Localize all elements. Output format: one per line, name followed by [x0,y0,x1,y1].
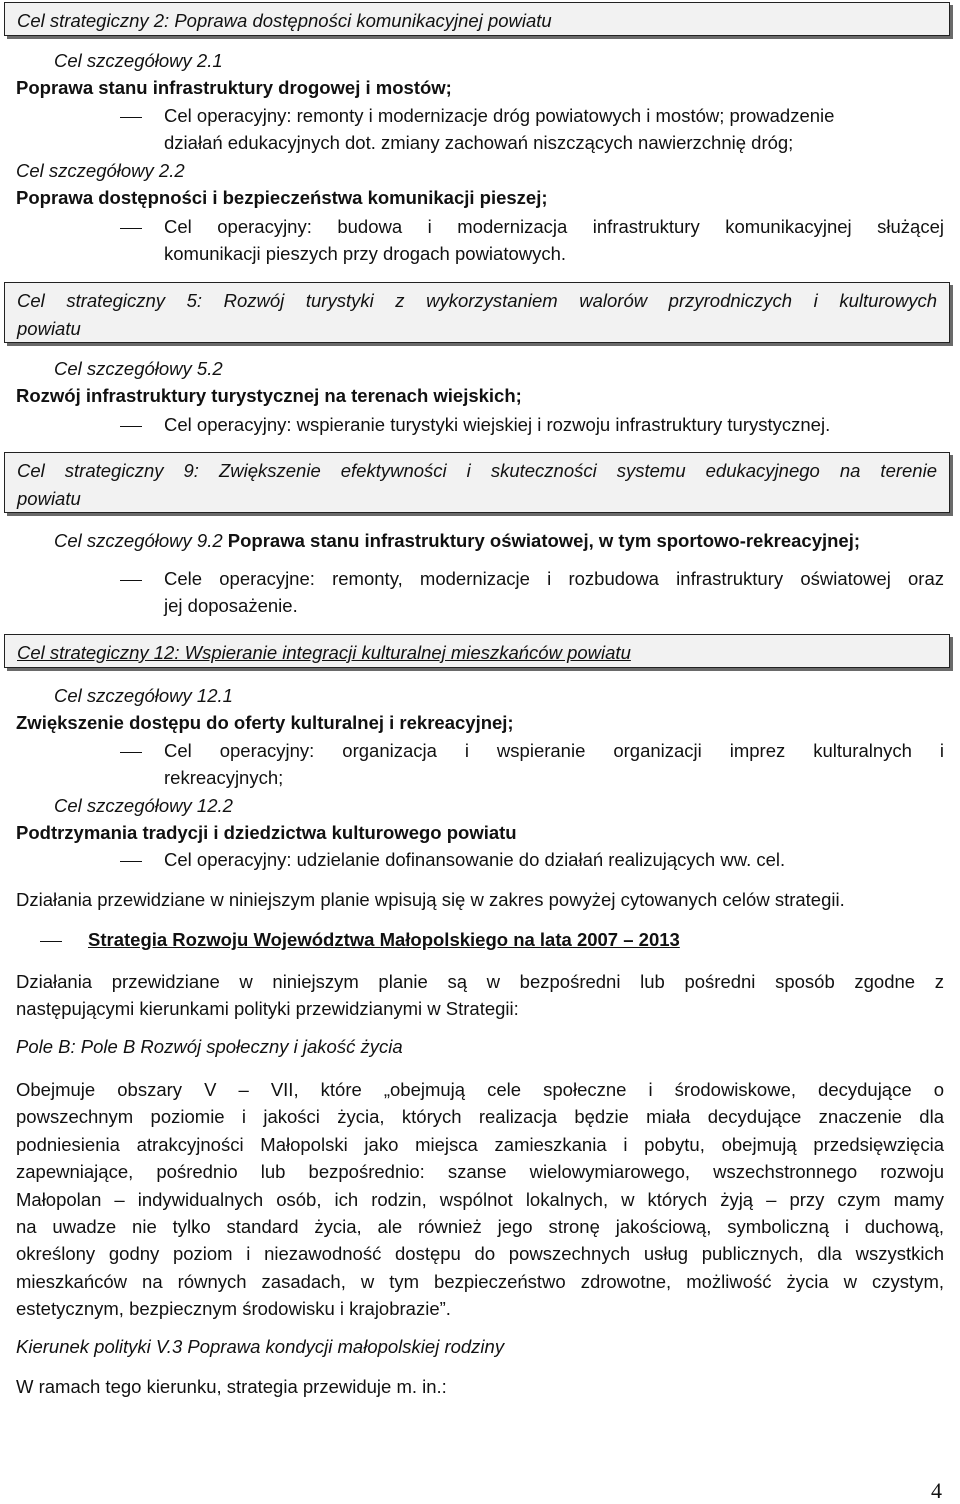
body-line: Małopolan – indywidualnych osób, ich rodzin, wspólnot lokalnych, w których żyją – przy czym mamy [16,1188,944,1210]
body-paragraph [16,1076,944,1323]
goal12-sub1-op-line1: Cel operacyjny: organizacja i wspieranie organizacji imprez kulturalnych i [164,740,944,761]
body-line: podniesienia atrakcyjności Małopolski jako miejsca zamieszkania i pobytu, obejmują przedsięwzięcia [16,1133,944,1155]
summary-text: Działania przewidziane w niniejszym planie wpisują się w zakres powyżej cytowanych celów strategii. [16,889,845,910]
goal2-sub1-op-line1: Cel operacyjny: remonty i modernizacje dróg powiatowych i mostów; prowadzenie [164,105,835,126]
goal2-sub2-op-line1: Cel operacyjny: budowa i modernizacja infrastruktury komunikacyjnej służącej [164,216,944,237]
goal9-sub-op-line2: jej doposażenie. [164,595,298,616]
goal2-heading-box [4,2,950,36]
goal12-sub2-title: Podtrzymania tradycji i dziedzictwa kulturowego powiatu [16,822,517,843]
goal5-heading-line1: Cel strategiczny 5: Rozwój turystyki z wykorzystaniem walorów przyrodniczych i kulturowych [17,290,937,311]
bullet-dash [120,580,142,581]
goal12-sub2-label: Cel szczegółowy 12.2 [54,795,233,816]
strategy-title: Strategia Rozwoju Województwa Małopolskiego na lata 2007 – 2013 [88,929,680,950]
goal9-sub-title: Poprawa stanu infrastruktury oświatowej, w tym sportowo-rekreacyjnej; [227,530,861,551]
goal5-heading-box [4,282,950,343]
body-line: określony godny poziom i niezawodność dostępu do powszechnych usług publicznych, dla wszystkich [16,1243,944,1265]
bullet-dash [120,861,142,862]
body-line: estetycznym, bezpiecznym środowisku i krajobrazie”. [16,1298,451,1320]
goal2-sub2-title: Poprawa dostępności i bezpieczeństwa komunikacji pieszej; [16,187,548,208]
bullet-dash [120,228,142,229]
goal5-heading-line2: powiatu [17,318,81,339]
bullet-dash [120,117,142,118]
bullet-dash [120,426,142,427]
body-line: powszechnym poziomie i jakości życia, których realizacja będzie miała decydujące znaczenie dla [16,1106,944,1128]
goal5-sub-op-line1: Cel operacyjny: wspieranie turystyki wiejskiej i rozwoju infrastruktury turystycznej. [164,414,831,435]
goal12-heading: Cel strategiczny 12: Wspieranie integracji kulturalnej mieszkańców powiatu [17,642,631,663]
goal9-sub-line [54,530,860,552]
closing-text: W ramach tego kierunku, strategia przewiduje m. in.: [16,1376,447,1397]
goal9-sub-op-line1: Cele operacyjne: remonty, modernizacje i rozbudowa infrastruktury oświatowej oraz [164,568,944,589]
intro-paragraph [16,968,944,1023]
goal9-heading-box [4,452,950,513]
pole-b-heading: Pole B: Pole B Rozwój społeczny i jakość życia [16,1036,403,1057]
goal2-heading: Cel strategiczny 2: Poprawa dostępności komunikacyjnej powiatu [17,10,552,31]
goal2-sub2-label: Cel szczegółowy 2.2 [16,160,185,181]
goal12-sub1-label: Cel szczegółowy 12.1 [54,685,233,706]
goal9-heading-line2: powiatu [17,488,81,509]
body-line: Obejmuje obszary V – VII, które „obejmują cele społeczne i środowiskowe, decydujące o [16,1079,944,1100]
goal9-heading-line1: Cel strategiczny 9: Zwiększenie efektywności i skuteczności systemu edukacyjnego na terenie [17,460,937,481]
goal2-sub2-op-line2: komunikacji pieszych przy drogach powiatowych. [164,243,567,264]
goal12-sub2-op-line1: Cel operacyjny: udzielanie dofinansowanie do działań realizujących ww. cel. [164,849,786,870]
goal12-sub1-title: Zwiększenie dostępu do oferty kulturalnej i rekreacyjnej; [16,712,514,733]
body-line: na uwadze nie tylko standard życia, ale również jego stronę jakościową, symboliczną i duchową, [16,1216,944,1238]
body-line: zapewniające, pośrednio lub bezpośrednio: szanse wielowymiarowego, wszechstronnego rozwoju [16,1161,944,1183]
goal5-sub-label: Cel szczegółowy 5.2 [54,358,223,379]
intro-line1: Działania przewidziane w niniejszym planie są w bezpośredni lub pośredni sposób zgodne z [16,971,944,992]
strategy-dash [40,941,62,942]
goal9-sub-label: Cel szczegółowy 9.2 [54,530,223,551]
page-number: 4 [931,1478,942,1503]
body-line: mieszkańców na równych zasadach, w tym bezpieczeństwo zdrowotne, możliwość życia w czystym, [16,1270,944,1292]
policy-direction: Kierunek polityki V.3 Poprawa kondycji małopolskiej rodziny [16,1336,505,1357]
goal2-sub1-label: Cel szczegółowy 2.1 [54,50,223,71]
goal2-sub1-op-line2: działań edukacyjnych dot. zmiany zachowań niszczących nawierzchnię dróg; [164,132,794,153]
goal12-sub1-op-line2: rekreacyjnych; [164,767,284,788]
intro-line2: następującymi kierunkami polityki przewidzianymi w Strategii: [16,998,519,1020]
goal2-sub1-title: Poprawa stanu infrastruktury drogowej i mostów; [16,77,452,98]
goal5-sub-title: Rozwój infrastruktury turystycznej na terenach wiejskich; [16,385,522,406]
bullet-dash [120,752,142,753]
goal12-heading-box [4,634,950,668]
